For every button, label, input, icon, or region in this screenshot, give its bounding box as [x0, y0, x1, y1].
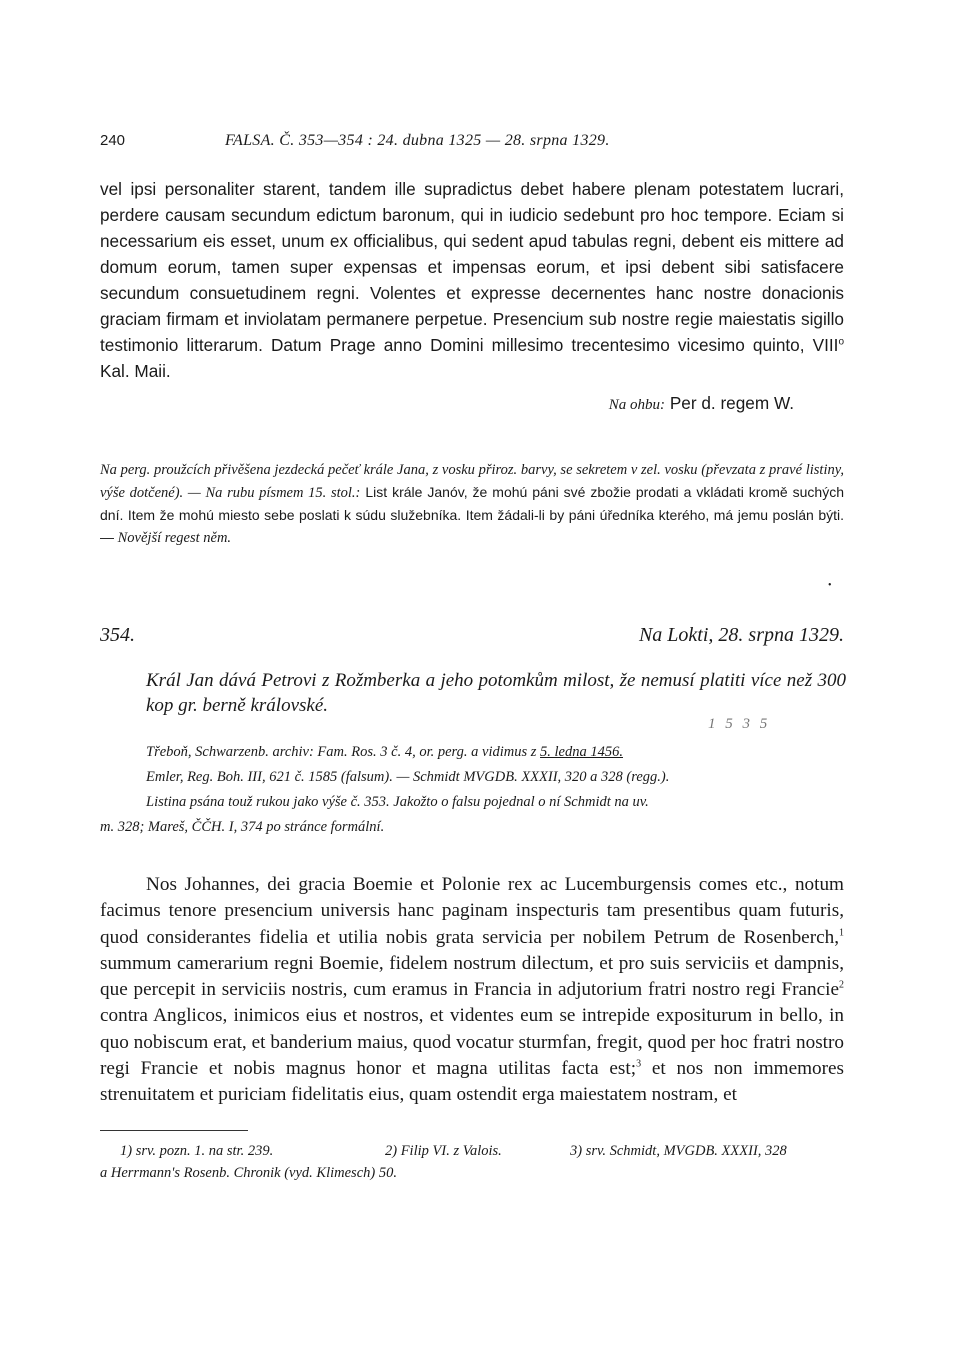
footnote-ref-3: 3: [636, 1058, 642, 1070]
endorsement-text: Per d. regem W.: [665, 393, 794, 413]
regest: Král Jan dává Petrovi z Rožmberka a jeho potomkům milost, že nemusí platiti více než 300 kop gr. berně královské.: [146, 670, 846, 716]
document-number: 354.: [100, 624, 135, 646]
handwritten-annotation: 1 5 3 5: [708, 716, 771, 732]
page: [100, 128, 846, 1181]
source-line-4: m. 328; Mareš, ČČH. I, 374 po stránce formální.: [100, 819, 385, 835]
seal-note: [100, 458, 844, 549]
page-number: 240: [100, 132, 126, 149]
seal-note-italic-end: Novější regest něm.: [114, 530, 232, 546]
page-header: [100, 128, 844, 158]
footnote-ref-2: 2: [839, 979, 844, 991]
charter-353-tail: Kal. Maii.: [100, 361, 171, 381]
footnote-2: 2) Filip VI. z Valois.: [385, 1143, 502, 1159]
running-title: FALSA. Č. 353—354 : 24. dubna 1325 — 28. srpna 1329.: [225, 132, 610, 149]
source-line-1: Třeboň, Schwarzenb. archiv: Fam. Ros. 3 č. 4, or. perg. a vidimus z 5. ledna 1456.: [146, 744, 623, 760]
footnote-rule: [100, 1130, 248, 1131]
footnotes: [100, 1140, 844, 1184]
ordinal-superscript: o: [838, 336, 844, 348]
charter-353-text: [100, 176, 844, 418]
document-date: Na Lokti, 28. srpna 1329.: [638, 624, 844, 646]
footnote-ref-1: 1: [839, 927, 844, 939]
charter-353-body: vel ipsi personaliter starent, tandem ille supradictus debet habere plenam potestatem lucrari, perdere causam secundum edictum baronum, qui in iudicio sedebunt pro hoc tempore. Eciam si necessarium eis esset, unum ex officialibus, qui sedent apud tabulas regni, debent eis mittere ad domum eorum, tamen super expensas et impensas eorum, et ipsi debent sibi satisfacere secundum consuetudinem regni. Volentes et expresse decernentes hanc nostre donacionis graciam firmam et inviolatam permanere perpetue. Presencium sub nostre regie maiestatis sigillo testimonio litterarum. Datum Prage anno Domini millesimo trecentesimo vicesimo quinto, VIII: [100, 179, 844, 355]
footnote-3: 3) srv. Schmidt, MVGDB. XXXII, 328: [570, 1143, 787, 1159]
source-notes: [100, 740, 846, 840]
charter-354-body: Nos Johannes, dei gracia Boemie et Polonie rex ac Lucemburgensis comes etc., notum facimus tenore presencium universis hanc paginam inspecturis tam presentibus quam futuris, quod considerantes fidelia et utilia nobis grata servicia per nobilem Petrum de Rosenberch,$^1$ summum camerarium regni Boemie, fidelem nostrum dilectum, et pro suis serviciis et dampnis, que percepit in serviciis nostris, cum eramus in Francia in adjutorium fratri nostro regi Francie$^2$ contra Anglicos, inimicos eius et nostros, et videntes eum se intrepide expositurum in bello, in quo nobiscum erat, et banderium maius, quod vocatur sturmfan, fregit, quod per hoc fratri nostro regi Francie et nobis magnus honor et magna utilitas facta est;$^3$ et nos non immemores strenuitatem et puriciam fidelitatis eius, quam ostendit erga maiestatem nostram, et: [100, 874, 845, 1106]
charter-354-text: [100, 872, 844, 1109]
endorsement-label: Na ohbu:: [608, 397, 666, 413]
stray-mark: •: [828, 580, 832, 591]
seal-note-text: List krále Janóv, že mohú páni své zbožie prodati a vkládati kromě suchých dní. Item že mohú miesto sebe poslati k súdu služebníka. Item žádali-li by páni úředníka kterého, má jemu poslán býti. —: [100, 484, 844, 545]
footnote-line-1: [100, 1140, 844, 1162]
footnote-1: 1) srv. pozn. 1. na str. 239.: [120, 1143, 274, 1159]
footnote-3-continued: a Herrmann's Rosenb. Chronik (vyd. Klimesch) 50.: [100, 1165, 397, 1181]
source-line-2: Emler, Reg. Boh. III, 621 č. 1585 (falsum). — Schmidt MVGDB. XXXII, 320 a 328 (regg.).: [146, 769, 670, 785]
endorsement: [100, 390, 844, 418]
source-line-3: Listina psána touž rukou jako výše č. 353. Jakožto o falsu pojednal o ní Schmidt na uv.: [146, 794, 649, 810]
seal-note-italic: Na perg. proužcích přivěšena jezdecká pečeť krále Jana, z vosku přiroz. barvy, se sekretem v zel. vosku (převzata z pravé listiny, výše dotčené). — Na rubu písmem 15. stol.:: [100, 462, 844, 501]
underlined-date: 5. ledna 1456.: [540, 744, 623, 760]
